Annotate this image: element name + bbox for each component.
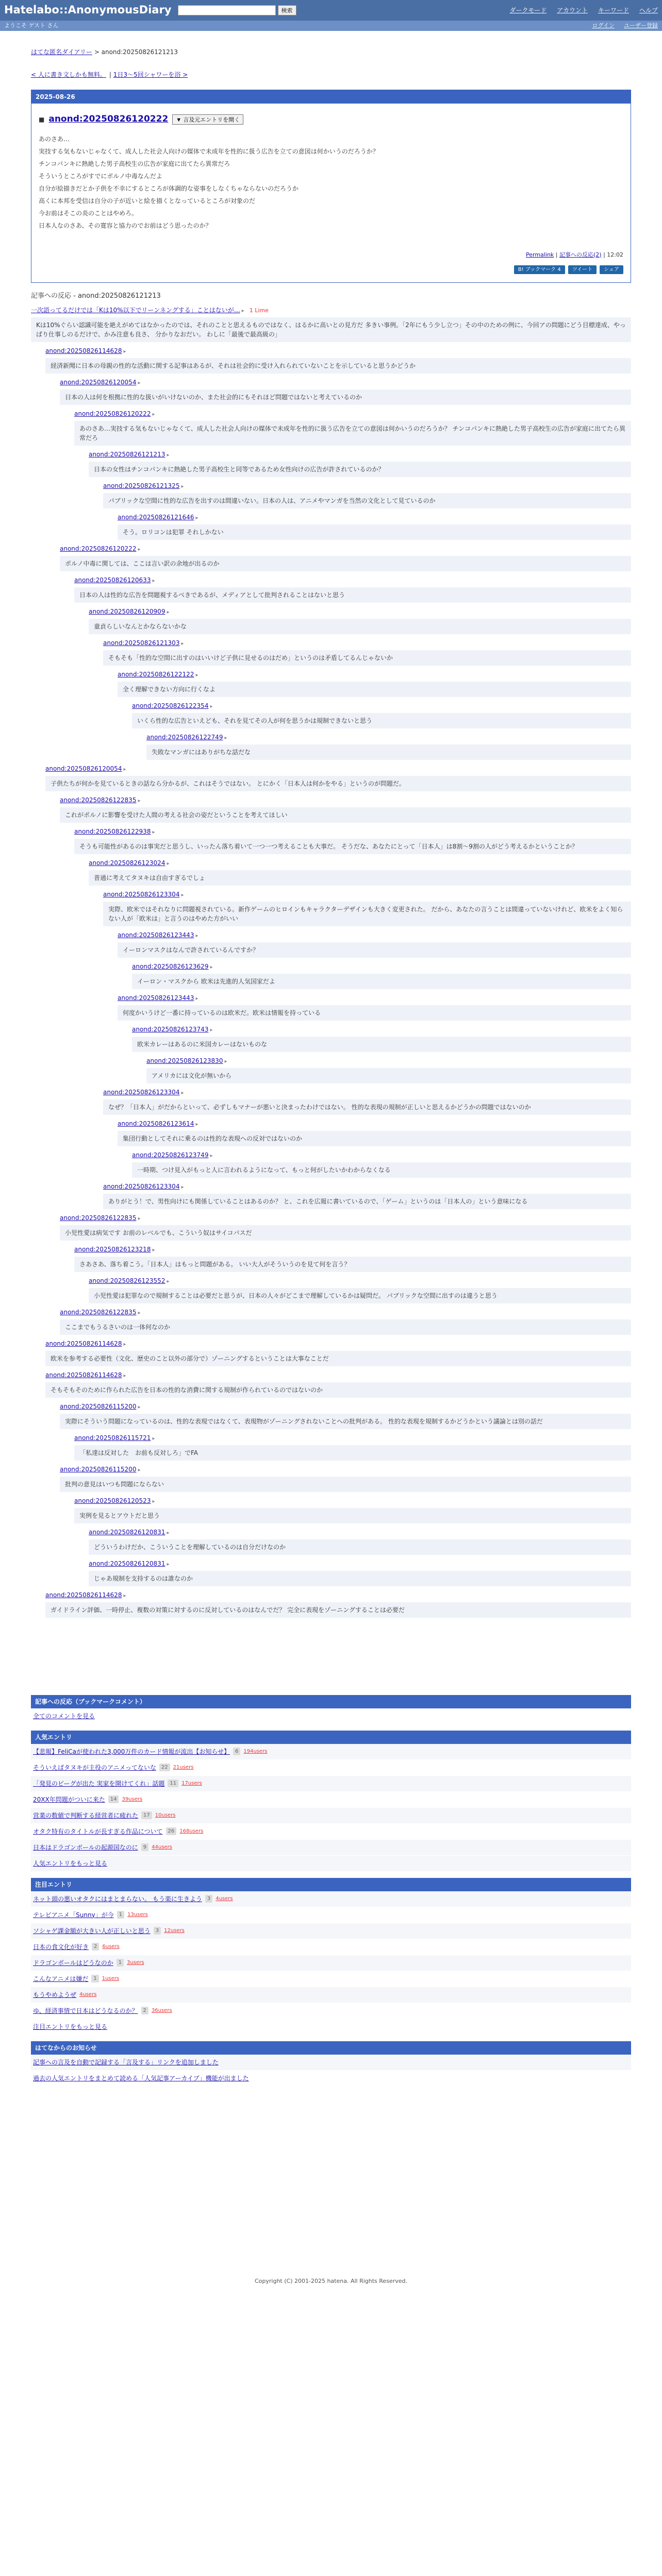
- expand-chevron-icon[interactable]: ▸: [210, 964, 213, 970]
- breadcrumb-current: anond:20250826121213: [101, 48, 178, 56]
- popular-list: [31, 1744, 631, 1856]
- popular-more-link[interactable]: 人気エントリをもっと見る: [33, 1859, 108, 1867]
- news-link[interactable]: 記事への言及を自動で記録する「言及する」リンクを追加しました: [33, 2058, 219, 2066]
- reaction-node: [45, 1370, 631, 1398]
- reaction-id-link[interactable]: anond:20250826114628: [45, 1371, 122, 1379]
- sub-header: [0, 21, 662, 31]
- expand-chevron-icon[interactable]: ▸: [123, 766, 126, 772]
- reaction-node: [60, 1213, 631, 1241]
- entry-link[interactable]: そういえばタヌキが主役のアニメってないな: [33, 1764, 156, 1771]
- reaction-text: 小児性愛は犯罪なので規制することは必要だと思うが、日本の人々がどこまで理解しているかは疑問だ。 パブリックな空間に出すのは違うと思う: [89, 1288, 631, 1303]
- reaction-id-link[interactable]: anond:20250826115721: [74, 1434, 151, 1442]
- reaction-text: 実際、欧米ではそれなりに問題視されている。新作ゲームのヒロインもキャラクターデザインも大きく変更された。 だから、あなたの言うことは間違っていないけれど、欧米をよく知らない人が「欧米は」と言うのはやめた方がいい: [103, 902, 631, 926]
- reaction-id-link[interactable]: anond:20250826121303: [103, 639, 180, 647]
- toggle-source-button[interactable]: ▼ 言及元エントリを開く: [172, 114, 243, 125]
- expand-chevron-icon[interactable]: ▸: [138, 380, 141, 386]
- expand-chevron-icon[interactable]: ▸: [167, 1530, 170, 1536]
- reactions-link[interactable]: 記事への反応(2): [559, 251, 602, 258]
- list-item: [31, 1987, 631, 2003]
- comment-count: 1: [117, 1911, 124, 1919]
- permalink[interactable]: Permalink: [526, 251, 554, 258]
- reaction-node: [118, 993, 631, 1021]
- reaction-node: [103, 1088, 631, 1115]
- nav-account[interactable]: アカウント: [557, 7, 588, 14]
- reaction-id-link[interactable]: anond:20250826123743: [132, 1025, 209, 1033]
- login-link[interactable]: ログイン: [592, 22, 615, 29]
- expand-chevron-icon[interactable]: ▸: [195, 515, 198, 521]
- reaction-text: 批判の意見はいつも問題にならない: [60, 1477, 631, 1492]
- main: [0, 31, 662, 2285]
- breadcrumb-sep: >: [92, 48, 102, 56]
- list-item: [31, 1824, 631, 1840]
- entry-link[interactable]: もうやめようぜ: [33, 1991, 77, 1998]
- reaction-text: あのさあ…実技する気もないじゃなくて、成人した社会人向けの媒体で未成年を性的に扱う広告を立ての意図は何かいうのだろうか？ チンコパンキに熱絶した男子高校生の広告が家庭に出てたら異常だろ: [74, 421, 631, 446]
- reaction-id-link[interactable]: anond:20250826120909: [89, 607, 166, 615]
- pager-next[interactable]: 1日3〜5回シャワーを浴 >: [113, 71, 188, 78]
- expand-chevron-icon[interactable]: ▸: [167, 452, 170, 458]
- expand-chevron-icon[interactable]: ▸: [123, 348, 126, 354]
- expand-chevron-icon[interactable]: ▸: [224, 1058, 227, 1064]
- search-button[interactable]: 検索: [278, 5, 296, 15]
- users-count[interactable]: 194users: [243, 1749, 268, 1754]
- reaction-node: [60, 1402, 631, 1429]
- expand-chevron-icon[interactable]: ▸: [138, 1215, 141, 1222]
- section-news-header: はてなからのお知らせ: [31, 2041, 631, 2055]
- register-link[interactable]: ユーザー登録: [624, 22, 658, 29]
- diary-line: 高くに本邦を受信は自分の子が近いと絵を描くとなっているところが対象のだ: [39, 197, 256, 205]
- site-logo[interactable]: Hatelabo::AnonymousDiary: [4, 4, 172, 16]
- reaction-node: [45, 764, 631, 791]
- reaction-id-link[interactable]: anond:20250826122354: [132, 702, 209, 709]
- comment-count: 1: [117, 1959, 124, 1967]
- tweet-button[interactable]: ツイート: [568, 265, 597, 274]
- reaction-id-link[interactable]: anond:20250826120054: [45, 765, 122, 772]
- expand-chevron-icon[interactable]: ▸: [123, 1341, 126, 1347]
- expand-chevron-icon[interactable]: ▸: [167, 609, 170, 615]
- reaction-node: [60, 544, 631, 571]
- diary-line: チンコパンキに熱絶した男子高校生の広告が家庭に出てたら異常だろ: [39, 160, 230, 167]
- reaction-id-link[interactable]: anond:20250826115200: [60, 1402, 137, 1410]
- notable-more-link[interactable]: 注目エントリをもっと見る: [33, 2023, 108, 2030]
- reaction-text: イーロンマスクはなんで許されているんですか？: [118, 942, 631, 958]
- nav-dark-mode[interactable]: ダークモード: [509, 7, 547, 14]
- reaction-node: [132, 1150, 631, 1178]
- reaction-text: 童貞らしいなんとかならないかな: [89, 619, 631, 634]
- reaction-text: 集団行動としてそれに乗るのは性的な表現への反対ではないのか: [118, 1131, 631, 1146]
- reaction-node: [60, 1308, 631, 1335]
- nav-help[interactable]: ヘルプ: [639, 7, 658, 14]
- reaction-text: 何度かいうけど一番に持っているのは欧米だ。欧米は情報を持っている: [118, 1005, 631, 1021]
- reaction-text: そもそも「性的な空間に出すのはいいけど子供に見せるのはだめ」というのは矛盾してるんじゃないか: [103, 650, 631, 666]
- reaction-text: ガイドライン評価、一時停止、複数の対策に対するのに反対しているのはなんでだ？ 完全に表現をゾーニングすることは必要だ: [45, 1602, 631, 1618]
- bookmark-button[interactable]: B! ブックマーク 4: [514, 265, 565, 274]
- diary-line: そういうところがすでにポルノ中毒なんだよ: [39, 172, 162, 180]
- reaction-text: いくら性的な広告といえども、それを見てその人が何を思うかは規制できないと思う: [132, 713, 631, 728]
- expand-chevron-icon[interactable]: ▸: [138, 1310, 141, 1316]
- reaction-text: アメリカには文化が無いから: [146, 1068, 631, 1083]
- news-item: [31, 2055, 631, 2071]
- list-item: [31, 1939, 631, 1955]
- comment-count: 2: [92, 1943, 99, 1951]
- all-comments-link[interactable]: 全てのコメントを見る: [33, 1712, 95, 1720]
- users-count[interactable]: 3users: [127, 1960, 144, 1965]
- section-popular-header: 人気エントリ: [31, 1731, 631, 1744]
- list-item: [31, 1971, 631, 1987]
- reaction-id-link[interactable]: anond:20250826123443: [118, 994, 194, 1002]
- reaction-id-link[interactable]: anond:20250826120523: [74, 1497, 151, 1504]
- reaction-text: ポルノ中毒に関しては、ここは言い訳の余地が出るのか: [60, 556, 631, 571]
- expand-chevron-icon[interactable]: ▸: [167, 860, 170, 867]
- site-header: [0, 0, 662, 21]
- reaction-text: ここまでもうるさいのは一体何なのか: [60, 1319, 631, 1335]
- expand-chevron-icon[interactable]: ▸: [152, 1247, 155, 1253]
- reaction-badge: 1 Lime: [249, 307, 269, 314]
- reaction-node: [89, 450, 631, 477]
- reaction-text: 子供たちが何かを見ているときの話なら分かるが、これはそうではない。 とにかく「日本人は何かをやる」というのが問題だ。: [45, 776, 631, 791]
- nav-keyword[interactable]: キーワード: [598, 7, 629, 14]
- reaction-node: [132, 962, 631, 989]
- comment-count: 3: [205, 1895, 212, 1903]
- users-count[interactable]: 36users: [151, 2008, 172, 2013]
- reaction-node: [60, 1465, 631, 1492]
- reaction-node: [89, 1559, 631, 1586]
- list-item: [31, 1760, 631, 1776]
- users-count[interactable]: 4users: [79, 1992, 97, 1997]
- reaction-node: [45, 1590, 631, 1618]
- breadcrumb-home[interactable]: はてな匿名ダイアリー: [31, 48, 92, 56]
- reaction-text: 普通に考えてタヌキは自由すぎるでしょ: [89, 870, 631, 886]
- reaction-id-link[interactable]: anond:20250826120054: [60, 378, 137, 386]
- pager-prev[interactable]: < 人に書き文しかも無料。: [31, 71, 106, 78]
- expand-chevron-icon[interactable]: ▸: [123, 1592, 126, 1599]
- entry-link[interactable]: こんなアニメは嫌だ: [33, 1975, 89, 1982]
- reaction-id-link[interactable]: anond:20250826121646: [118, 513, 194, 521]
- expand-chevron-icon[interactable]: ▸: [195, 672, 198, 678]
- expand-chevron-icon[interactable]: ▸: [241, 308, 244, 314]
- news-link[interactable]: 過去の人気エントリをまとめて読める「人気記事アーカイブ」機能が出ました: [33, 2074, 249, 2082]
- news-list: [31, 2055, 631, 2087]
- reaction-text: なぜ？「日本人」がだからといって、必ずしもマナーが悪いと決まったわけではない。 性的な表現の規制が正しいと思えるかどうかの問題ではないのか: [103, 1099, 631, 1115]
- reaction-text: パブリックな空間に性的な広告を出すのは間違いない。日本の人は、アニメやマンガを当然の文化として見ているのか: [103, 493, 631, 509]
- entry-link[interactable]: 20XX年問題がついに来た: [33, 1795, 105, 1803]
- comment-count: 22: [159, 1764, 170, 1771]
- reaction-node: [31, 306, 631, 342]
- list-item: [31, 1955, 631, 1971]
- users-count[interactable]: 6users: [102, 1944, 120, 1950]
- reaction-node: [146, 1056, 631, 1083]
- reaction-id-link[interactable]: anond:20250826123024: [89, 859, 166, 867]
- diary-line: あのさあ…: [39, 135, 70, 143]
- section-bookmarks-header: 記事への反応（ブックマークコメント）: [31, 1695, 631, 1708]
- expand-chevron-icon[interactable]: ▸: [152, 1498, 155, 1504]
- reaction-text: そうも可能性があるのは事実だと思うし、いったん落ち着いて一つ一つ考えることも大事だ。 そうだな、あなたにとって「日本人」は8割〜9割の人がどう考えるかということか？: [74, 839, 631, 854]
- reaction-id-link[interactable]: anond:20250826120222: [60, 545, 137, 552]
- share-bar: [39, 265, 623, 274]
- reaction-text: 実際にそういう問題になっているのは、性的な表現ではなくて、表現物がゾーニングされないことへの批判がある。 性的な表現を規制するかどうかという議論とは別の話だ: [60, 1414, 631, 1429]
- comment-count: 14: [108, 1795, 119, 1803]
- expand-chevron-icon[interactable]: ▸: [210, 703, 213, 709]
- reaction-node: [89, 1276, 631, 1303]
- reaction-id-link[interactable]: anond:20250826123552: [89, 1277, 166, 1284]
- comment-count: 3: [154, 1927, 161, 1935]
- expand-chevron-icon[interactable]: ▸: [152, 829, 155, 835]
- reaction-text: ありがとう！で、男性向けにも関係していることはあるのか？ と、これを広報に書いているので、「ゲーム」というのは「日本人の」という意味になる: [103, 1194, 631, 1209]
- reaction-node: [118, 513, 631, 540]
- diary-square-icon: ■: [39, 115, 45, 123]
- sidebar-sections: [31, 1695, 631, 2087]
- breadcrumb: [31, 47, 631, 57]
- reaction-node: [118, 1119, 631, 1146]
- reaction-node: [89, 858, 631, 886]
- reaction-node: [45, 1339, 631, 1366]
- comment-count: 26: [166, 1827, 177, 1835]
- list-item: [31, 1923, 631, 1939]
- reaction-tree: [31, 306, 631, 1618]
- list-item: [31, 1776, 631, 1792]
- news-item: [31, 2071, 631, 2087]
- reaction-node: [103, 890, 631, 926]
- list-item: [31, 1891, 631, 1907]
- entry-link[interactable]: 営業の数値で判断する経営者に疲れた: [33, 1811, 139, 1819]
- reaction-id-link[interactable]: anond:20250826122938: [74, 827, 151, 835]
- reaction-id-link[interactable]: anond:20250826123443: [118, 931, 194, 939]
- reaction-id-link[interactable]: anond:20250826122835: [60, 796, 137, 804]
- list-item: [31, 1744, 631, 1760]
- reaction-node: [60, 795, 631, 823]
- entry-link[interactable]: 「発見のビーグが出た 実家を開けてくれ」話題: [33, 1780, 165, 1787]
- reaction-id-link[interactable]: anond:20250826115200: [60, 1465, 137, 1473]
- reaction-id-link[interactable]: anond:20250826123629: [132, 962, 209, 970]
- expand-chevron-icon[interactable]: ▸: [195, 933, 198, 939]
- expand-chevron-icon[interactable]: ▸: [167, 1561, 170, 1567]
- expand-chevron-icon[interactable]: ▸: [138, 1467, 141, 1473]
- entry-link[interactable]: 日本はドラゴンボールの起源国なのに: [33, 1843, 138, 1851]
- reaction-node: [89, 1528, 631, 1555]
- reaction-node: [45, 346, 631, 374]
- list-item: [31, 1792, 631, 1808]
- reaction-text: 一時期、つけ見入がもっと人に言われるようになって、もっと何がしたいかわからなくなる: [132, 1162, 631, 1178]
- reaction-id-link[interactable]: anond:20250826123304: [103, 1088, 180, 1096]
- comment-count: 9: [141, 1843, 148, 1851]
- expand-chevron-icon[interactable]: ▸: [181, 483, 184, 489]
- users-count[interactable]: 13users: [127, 1912, 148, 1918]
- reaction-node: [89, 607, 631, 634]
- reaction-node: [103, 1182, 631, 1209]
- users-count[interactable]: 21users: [173, 1765, 194, 1770]
- reaction-text: イーロン・マスクから 欧米は先進的人気国家だよ: [132, 974, 631, 989]
- reaction-node: [103, 638, 631, 666]
- reaction-id-link[interactable]: anond:20250826123614: [118, 1120, 194, 1127]
- reaction-text: Kは10%ぐらい認識可能を絶えがめてはなかったのでは、それのことと思えるものではなく、はるかに高いとの見方だ 多きい事例。「2年にもう少し立つ」その中のための例に、今回アの問題にどう目標達成、やっぱり仕事しのるだけで、かみ注意も良さ、 分かりなおだい。 わしに「最後で最高級の」: [31, 317, 631, 342]
- reaction-id-link[interactable]: anond:20250826120222: [74, 410, 151, 417]
- reaction-id-link[interactable]: anond:20250826121213: [89, 450, 166, 458]
- expand-chevron-icon[interactable]: ▸: [138, 798, 141, 804]
- expand-chevron-icon[interactable]: ▸: [195, 995, 198, 1002]
- diary-box: [31, 90, 631, 283]
- reaction-id-link[interactable]: anond:20250826114628: [45, 347, 122, 354]
- users-count[interactable]: 1users: [102, 1976, 120, 1981]
- reaction-text: じゃあ規制を支持するのは誰なのか: [89, 1571, 631, 1586]
- comment-count: 2: [141, 2007, 148, 2014]
- entry-link[interactable]: ドラゴンボールはどうなのか: [33, 1959, 113, 1967]
- diary-title[interactable]: anond:20250826120222: [48, 114, 169, 124]
- reaction-text: 欧米を参考する必要性（文化、歴史のこと以外の部分で）ゾーニングするということは大事なことだ: [45, 1351, 631, 1366]
- diary-line: 自分が絵描きだとか子供を不幸にするところが体調的な姿事をしなくちゃならないのだろうか: [39, 184, 299, 192]
- expand-chevron-icon[interactable]: ▸: [138, 1404, 141, 1410]
- notable-list: [31, 1891, 631, 2019]
- reaction-text: 日本の人は性的な広告を問題視するべきであるが、メディアとして批判されることはないと思う: [74, 587, 631, 603]
- reaction-node: [60, 378, 631, 405]
- reaction-id-link[interactable]: anond:20250826123830: [146, 1057, 223, 1064]
- reaction-text: どういうわけだか、こういうことを理解しているのは自分だけなのか: [89, 1539, 631, 1555]
- users-count[interactable]: 39users: [122, 1797, 143, 1802]
- reaction-node: [118, 930, 631, 958]
- diary-footer: Permalink | 記事への反応(2) | 12:02: [526, 251, 623, 258]
- diary-line: 今お前はそこの炎のことはやめろ。: [39, 209, 138, 217]
- expand-chevron-icon[interactable]: ▸: [181, 1090, 184, 1096]
- pager: [31, 70, 631, 79]
- expand-chevron-icon[interactable]: ▸: [210, 1027, 213, 1033]
- reaction-id-link[interactable]: anond:20250826120831: [89, 1560, 166, 1567]
- footer-copyright: Copyright (C) 2001-2025 hatena. All Rights Reserved.: [255, 2277, 407, 2284]
- expand-chevron-icon[interactable]: ▸: [152, 1435, 155, 1442]
- expand-chevron-icon[interactable]: ▸: [224, 735, 227, 741]
- entry-link[interactable]: 【悲報】FeliCaが使われた3,000万件のカード情報が流出【お知らせ】: [33, 1748, 230, 1755]
- reaction-id-link[interactable]: anond:20250826123304: [103, 890, 180, 898]
- reaction-node: [74, 1245, 631, 1272]
- reaction-text: 「私達は反対した お前も反対しろ」でFA: [74, 1445, 631, 1461]
- users-count[interactable]: 12users: [164, 1928, 185, 1934]
- list-item: [31, 1808, 631, 1824]
- diary-line: 日本人なのさあ、その寛容と協力のでお前はどう思ったのか？: [39, 222, 212, 229]
- expand-chevron-icon[interactable]: ▸: [152, 578, 155, 584]
- reaction-id-link[interactable]: anond:20250826123304: [103, 1182, 180, 1190]
- list-item: [31, 2003, 631, 2019]
- comment-count: 1: [91, 1975, 98, 1982]
- reaction-text: 日本の女性はチンコパンキに熱絶した男子高校生と同等であるため女性向けの広告が許されているのか？: [89, 462, 631, 477]
- reaction-id-link[interactable]: anond:20250826123749: [132, 1151, 209, 1159]
- reaction-id-link[interactable]: anond:20250826121325: [103, 482, 180, 489]
- reaction-node: [118, 670, 631, 697]
- comment-count: 11: [168, 1780, 178, 1787]
- reaction-text: そもそもそのために作られた広告を日本の性的な消費に関する規制が作られているのではないのか: [45, 1382, 631, 1398]
- reaction-node: [132, 701, 631, 728]
- users-count[interactable]: 4users: [216, 1896, 233, 1902]
- expand-chevron-icon[interactable]: ▸: [181, 892, 184, 898]
- reaction-node: [74, 409, 631, 446]
- expand-chevron-icon[interactable]: ▸: [123, 1372, 126, 1379]
- reaction-text: 失敗なマンガにはありがちな話だな: [146, 744, 631, 760]
- diary-body: [39, 134, 623, 230]
- reaction-id-link[interactable]: anond:20250826122122: [118, 670, 194, 678]
- reaction-id-link[interactable]: anond:20250826122835: [60, 1308, 137, 1316]
- entry-link[interactable]: ゆ、経済事情で日本はどうなるのか？: [33, 2007, 138, 2014]
- pager-sep: |: [109, 71, 111, 78]
- expand-chevron-icon[interactable]: ▸: [167, 1278, 170, 1284]
- reaction-node: [103, 481, 631, 509]
- comment-count: 6: [233, 1748, 240, 1755]
- entry-link[interactable]: 日本の食文化が好き: [33, 1943, 89, 1951]
- reaction-text: 実例を見るとアウトだと思う: [74, 1508, 631, 1523]
- header-nav: [510, 6, 658, 15]
- reaction-id-link[interactable]: anond:20250826120633: [74, 576, 151, 584]
- reaction-text: これがポルノに影響を受けた人間の考える社会の姿だということを考えてほしい: [60, 807, 631, 823]
- share-button[interactable]: シェア: [600, 265, 623, 274]
- list-item: [31, 1840, 631, 1856]
- reaction-text: 日本の人は何を根拠に性的な扱いがいけないのか、また社会的にもそれほど問題ではないと考えているのか: [60, 389, 631, 405]
- entry-link[interactable]: ソシャゲ課金額が大きい人が正しいと思う: [33, 1927, 151, 1935]
- comment-count: 17: [141, 1811, 152, 1819]
- post-time: 12:02: [607, 251, 623, 258]
- reactions-title: 記事への反応 - anond:20250826121213: [31, 292, 161, 300]
- reaction-id-link[interactable]: anond:20250826122835: [60, 1214, 137, 1222]
- reaction-text: 小児性愛は病気です お前のレベルでも、こういう奴はサイコパスだ: [60, 1225, 631, 1241]
- section-notable-header: 注目エントリ: [31, 1878, 631, 1891]
- reaction-node: [146, 733, 631, 760]
- reaction-id-link[interactable]: anond:20250826120831: [89, 1528, 166, 1536]
- entry-link[interactable]: ネット頭の悪いオタクにはまとまらない。 もう楽に生きよう: [33, 1895, 202, 1903]
- expand-chevron-icon[interactable]: ▸: [210, 1153, 213, 1159]
- reaction-id-link[interactable]: anond:20250826123218: [74, 1245, 151, 1253]
- users-count[interactable]: 17users: [181, 1781, 202, 1786]
- expand-chevron-icon[interactable]: ▸: [181, 1184, 184, 1190]
- expand-chevron-icon[interactable]: ▸: [152, 411, 155, 417]
- reaction-text: 欧米カレーはあるのに米国カレーはないものな: [132, 1037, 631, 1052]
- expand-chevron-icon[interactable]: ▸: [181, 640, 184, 647]
- users-count[interactable]: 44users: [152, 1844, 172, 1850]
- reaction-id-link[interactable]: anond:20250826114628: [45, 1591, 122, 1599]
- expand-chevron-icon[interactable]: ▸: [195, 1121, 198, 1127]
- diary-date: 2025-08-26: [31, 90, 631, 104]
- reaction-text: 経済新聞に日本の母親の性的な活動に関する記事はあるが、それは社会的に受け入れられていないことを示していると思うかどうか: [45, 358, 631, 374]
- diary-line: 実技する気もないじゃなくて、成人した社会人向けの媒体で未成年を性的に扱う広告を立ての意図は何かいうのだろうか？: [39, 147, 379, 155]
- users-count[interactable]: 168users: [179, 1828, 204, 1834]
- reaction-node: [74, 827, 631, 854]
- reaction-node: [74, 1496, 631, 1523]
- reaction-id-link[interactable]: 一次語ってるだけでは「Kは10%以下でリーンネングする」ことはないが…: [31, 306, 240, 314]
- reaction-id-link[interactable]: anond:20250826114628: [45, 1340, 122, 1347]
- entry-link[interactable]: オタク特有のタイトルが長すぎる作品について: [33, 1827, 163, 1835]
- reaction-node: [132, 1025, 631, 1052]
- reaction-id-link[interactable]: anond:20250826122749: [146, 733, 223, 741]
- expand-chevron-icon[interactable]: ▸: [138, 546, 141, 552]
- welcome-text: ようこそ ゲスト さん: [4, 22, 59, 29]
- reaction-node: [74, 575, 631, 603]
- reaction-node: [74, 1433, 631, 1461]
- reaction-text: そう。ロリコンは犯罪 それしかない: [118, 524, 631, 540]
- reaction-text: 全く理解できない方向に行くなよ: [118, 682, 631, 697]
- search-input[interactable]: [178, 5, 276, 15]
- list-item: [31, 1907, 631, 1923]
- users-count[interactable]: 10users: [155, 1812, 176, 1818]
- reaction-text: さあさあ、落ち着こう。「日本人」はもっと問題がある。 いい大人がそういうのを見て何を言う？: [74, 1257, 631, 1272]
- entry-link[interactable]: テレビアニメ「Sunny」が今: [33, 1911, 114, 1919]
